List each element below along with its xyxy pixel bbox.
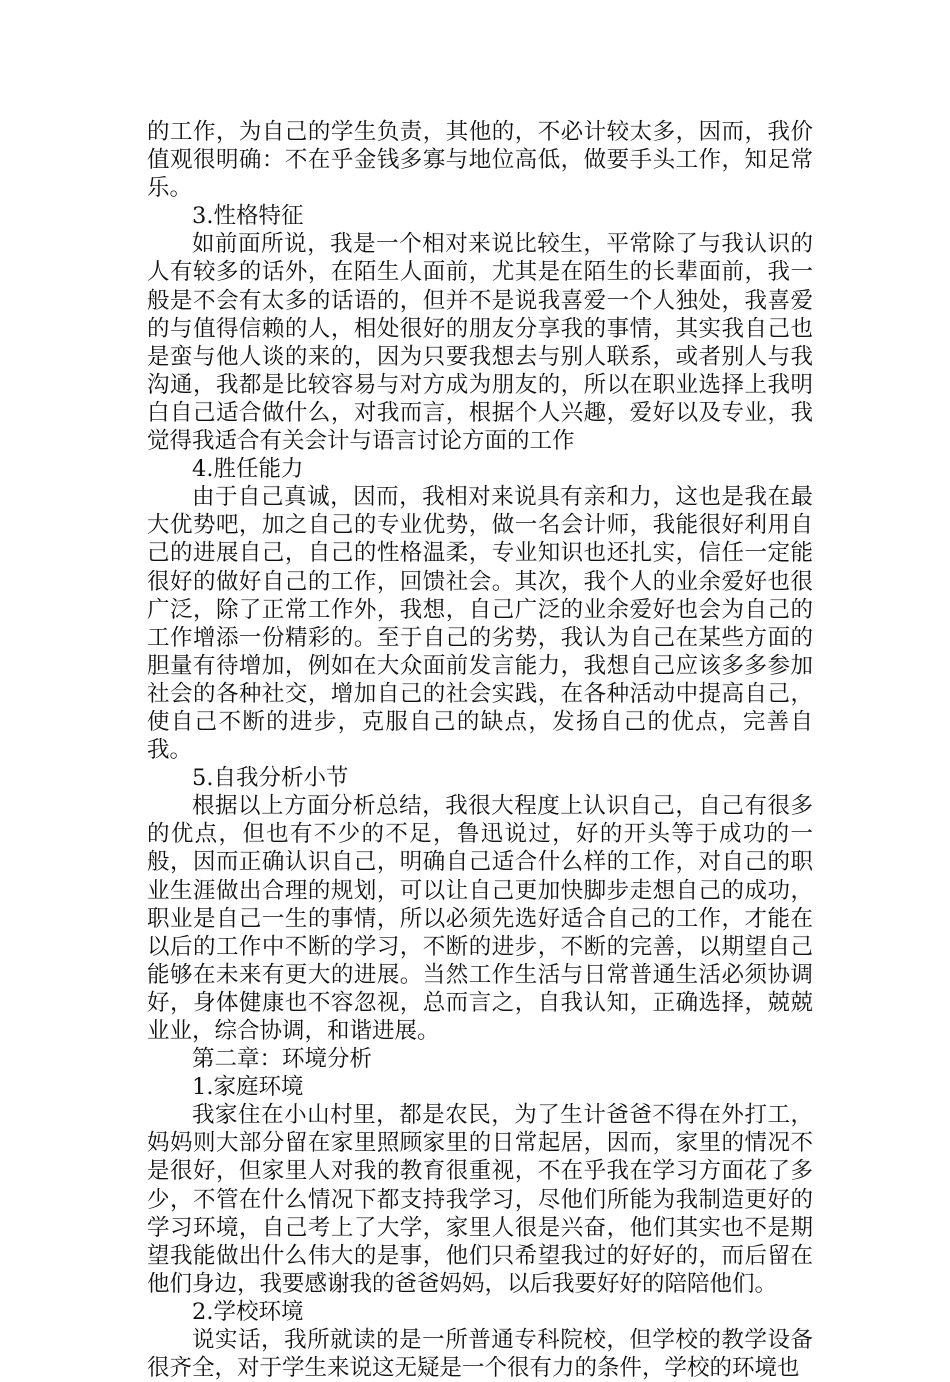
paragraph-competence: 由于自己真诚，因而，我相对来说具有亲和力，这也是我在最大优势吧，加之自己的专业优势，做一名会计师，我能很好利用自己的进展自己，自己的性格温柔，专业知识也还扎实，信任一定能很好的做好自己的工作，回馈社会。其次，我个人的业余爱好也很广泛，除了正常工作外，我想，自己广泛的业余爱好也会为自己的工作增添一份精彩的。至于自己的劣势，我认为自己在某些方面的胆量有待增加，例如在大众面前发言能力，我想自己应该多多参加社会的各种社交，增加自己的社会实践，在各种活动中提高自己，使自己不断的进步，克服自己的缺点，发扬自己的优点，完善自我。 — [147, 484, 813, 764]
heading-family-environment: 1.家庭环境 — [192, 1074, 304, 1101]
document-page — [147, 118, 813, 1382]
paragraph-personality: 如前面所说，我是一个相对来说比较生，平常除了与我认识的人有较多的话外，在陌生人面前，尤其是在陌生的长辈面前，我一般是不会有太多的话语的，但并不是说我喜爱一个人独处，我喜爱的与值得信赖的人，相处很好的朋友分享我的事情，其实我自己也是蛮与他人谈的来的，因为只要我想去与别人联系，或者别人与我沟通，我都是比较容易与对方成为朋友的，所以在职业选择上我明白自己适合做什么，对我而言，根据个人兴趣，爱好以及专业，我觉得我适合有关会计与语言讨论方面的工作 — [147, 231, 813, 455]
paragraph-family-environment: 我家住在小山村里，都是农民，为了生计爸爸不得在外打工，妈妈则大部分留在家里照顾家里的日常起居，因而，家里的情况不是很好，但家里人对我的教育很重视，不在乎我在学习方面花了多少，不管在什么情况下都支持我学习，尽他们所能为我制造更好的学习环境，自己考上了大学，家里人很是兴奋，他们其实也不是期望我能做出什么伟大的是事，他们只希望我过的好好的，而后留在他们身边，我要感谢我的爸爸妈妈，以后我要好好的陪陪他们。 — [147, 1102, 813, 1297]
paragraph-school-environment: 说实话，我所就读的是一所普通专科院校，但学校的教学设备很齐全，对于学生来说这无疑是一个很有力的条件，学校的环境也 — [147, 1327, 813, 1382]
heading-competence: 4.胜任能力 — [192, 456, 304, 483]
paragraph-self-analysis-summary: 根据以上方面分析总结，我很大程度上认识自己，自己有很多的优点，但也有不少的不足，鲁迅说过，好的开头等于成功的一般，因而正确认识自己，明确自己适合什么样的工作，对自己的职业生涯做出合理的规划，可以让自己更加快脚步走想自己的成功，职业是自己一生的事情，所以必须先选好适合自己的工作，才能在以后的工作中不断的学习，不断的进步，不断的完善，以期望自己能够在未来有更大的进展。当然工作生活与日常普通生活必须协调好，身体健康也不容忽视，总而言之，自我认知，正确选择，兢兢业业，综合协调，和谐进展。 — [147, 793, 813, 1044]
heading-school-environment: 2.学校环境 — [192, 1298, 304, 1325]
chapter-title-environment: 第二章：环境分析 — [192, 1046, 373, 1073]
paragraph-values-continued: 的工作，为自己的学生负责，其他的，不必计较太多，因而，我价值观很明确：不在乎金钱多寡与地位高低，做要手头工作，知足常乐。 — [147, 119, 813, 202]
heading-personality: 3.性格特征 — [192, 203, 304, 230]
heading-self-analysis-summary: 5.自我分析小节 — [192, 765, 349, 792]
